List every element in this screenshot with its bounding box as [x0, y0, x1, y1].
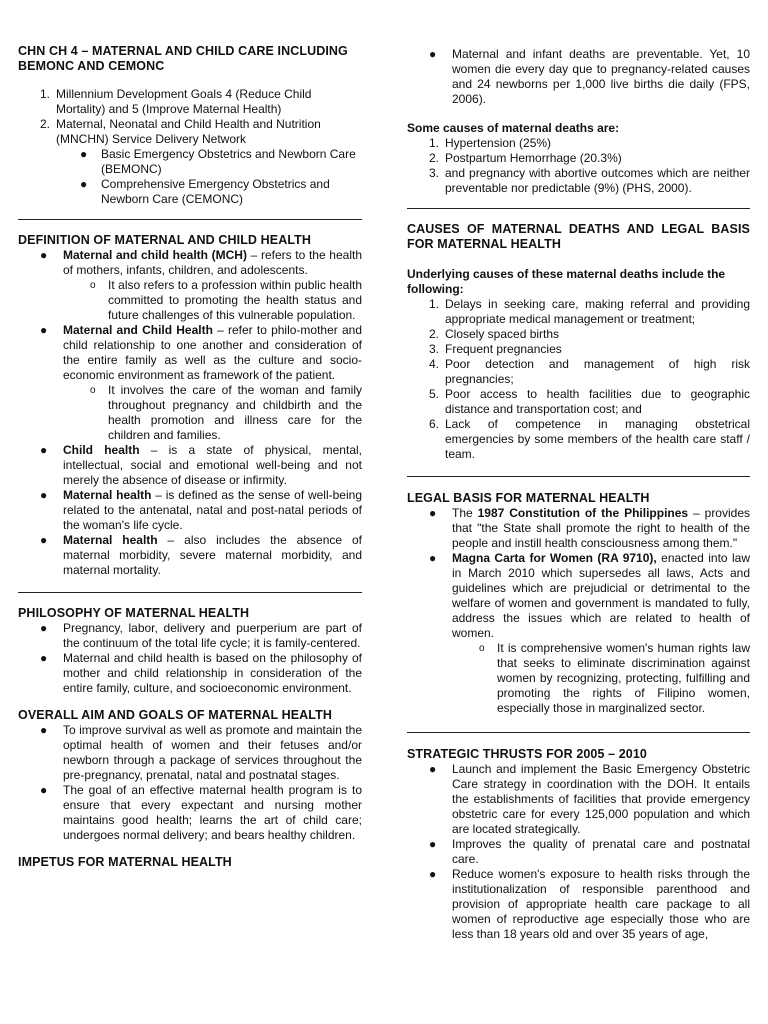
list-item: ● Launch and implement the Basic Emergency Obstetric Care strategy in coordination with the DOH. It entails the establishments of facilities that provide emergency obstetric care for every 125,000 population and which are located strategically.	[429, 762, 750, 836]
list-item: ● Child health – is a state of physical, mental, intellectual, social and emotional well-being and not merely the absence of disease or infirmity.	[40, 443, 362, 487]
list-item: 6. Lack of competence in managing obstetrical emergencies by some members of the health care staff / team.	[429, 417, 750, 461]
divider	[407, 208, 750, 209]
list-item: ● Maternal and infant deaths are preventable. Yet, 10 women die every day que to pregnancy-related causes and 24 newborns per 1,000 live births die daily (FPS, 2006).	[429, 47, 750, 106]
list-item: 2. Postpartum Hemorrhage (20.3%)	[429, 151, 622, 165]
list-item: 5. Poor access to health facilities due to geographic distance and transportation cost; and	[429, 387, 750, 416]
list-item: ● Basic Emergency Obstetrics and Newborn Care (BEMONC)	[80, 147, 356, 176]
section-heading-philosophy: PHILOSOPHY OF MATERNAL HEALTH	[18, 606, 250, 620]
list-item: ● To improve survival as well as promote and maintain the optimal health of women and their fetuses and/or newborn through a package of services throughout the pre-pregnancy, prenatal, natal and postnatal stages.	[40, 723, 362, 782]
intro-list	[18, 87, 362, 207]
list-item: ● Pregnancy, labor, delivery and puerperium are part of the continuum of the total life cycle; it is family-centered.	[40, 621, 362, 650]
definition-list	[18, 248, 362, 578]
section-heading-strategic: STRATEGIC THRUSTS FOR 2005 – 2010	[407, 747, 647, 761]
divider	[18, 219, 362, 220]
list-item: 1. Delays in seeking care, making referral and providing appropriate medical management or treatment;	[429, 297, 750, 326]
right-column	[407, 47, 750, 942]
list-item: ● Magna Carta for Women (RA 9710), enacted into law in March 2010 which supersedes all laws, Acts and guidelines which are prejudicial or detrimental to the welfare of women and government is mandated to fully, address the issues which are related to health of women. o It is comprehensive women's human rights law that seeks to eliminate discrimination against women by recognizing, protecting, fulfilling and promoting the rights of Filipino women, especially those in marginalized sector.	[407, 551, 750, 716]
causes-label: Some causes of maternal deaths are:	[407, 121, 620, 135]
list-item: ● The 1987 Constitution of the Philippines – provides that "the State shall promote the right to health of the people and instill health consciousness among them."	[429, 506, 750, 550]
divider	[18, 592, 362, 593]
section-heading-impetus: IMPETUS FOR MATERNAL HEALTH	[18, 855, 232, 869]
list-item: ● Maternal health – also includes the absence of maternal morbidity, severe maternal morbidity, and maternal mortality.	[40, 533, 362, 577]
list-item: 3. and pregnancy with abortive outcomes which are neither preventable nor predictable (9%) (PHS, 2000).	[429, 166, 750, 195]
list-item: 2. Maternal, Neonatal and Child Health and Nutrition (MNCHN) Service Delivery Network ● Basic Emergency Obstetrics and Newborn Care (BEMONC) ● Comprehensive Emergency Obstetrics and Newborn Care (CEMONC)	[18, 117, 362, 207]
section-heading-legal: LEGAL BASIS FOR MATERNAL HEALTH	[407, 491, 650, 505]
divider	[407, 476, 750, 477]
section-heading-definition: DEFINITION OF MATERNAL AND CHILD HEALTH	[18, 233, 311, 247]
causes-list	[407, 136, 750, 196]
list-item: 2. Closely spaced births	[429, 327, 560, 341]
aims-list	[18, 723, 362, 843]
list-item: ● Reduce women's exposure to health risks through the institutionalization of responsible parenthood and provision of appropriate health care package to all women of reproductive age especially those who are less than 18 years old and over 35 years of age,	[429, 867, 750, 941]
list-item: 4. Poor detection and management of high risk pregnancies;	[429, 357, 750, 386]
section-heading-aims: OVERALL AIM AND GOALS OF MATERNAL HEALTH	[18, 708, 332, 722]
underlying-list	[407, 297, 750, 462]
list-item: ● Maternal and child health is based on the philosophy of mother and child relationship in consideration of the entire family, culture, and socioeconomic environment.	[40, 651, 362, 695]
philosophy-list	[18, 621, 362, 696]
preventable-list	[407, 47, 750, 107]
legal-list	[407, 506, 750, 716]
list-item: ● The goal of an effective maternal health program is to ensure that every expectant and nursing mother maintains good health; learns the art of child care; undergoes normal delivery; and bears healthy children.	[40, 783, 362, 842]
list-item: ● Maternal and child health (MCH) – refers to the health of mothers, infants, children, and adolescents. o It also refers to a profession within public health committed to promoting the health status and future challenges of this vulnerable population.	[18, 248, 362, 323]
strategic-list	[407, 762, 750, 942]
list-item: ● Maternal and Child Health – refer to philo-mother and child relationship to one another and consideration of the entire family as well as the culture and socio-economic environment as framework of the patient. o It involves the care of the woman and family throughout pregnancy and childbirth and the health promotion and illness care for the children and families.	[18, 323, 362, 443]
intro-sublist	[56, 147, 362, 207]
list-item: ● Comprehensive Emergency Obstetrics and Newborn Care (CEMONC)	[80, 177, 330, 206]
list-item: 1. Hypertension (25%)	[429, 136, 552, 150]
left-column	[18, 44, 362, 870]
list-item: ● Improves the quality of prenatal care and postnatal care.	[429, 837, 750, 866]
list-item: o It is comprehensive women's human rights law that seeks to eliminate discrimination against women by recognizing, protecting, fulfilling and promoting the rights of Filipino women, especially those in marginalized sector.	[479, 641, 750, 715]
underlying-label: Underlying causes of these maternal deaths include the following:	[407, 267, 726, 296]
list-item: 1. Millennium Development Goals 4 (Reduce Child Mortality) and 5 (Improve Maternal Health)	[40, 87, 312, 116]
list-item: o It involves the care of the woman and family throughout pregnancy and childbirth and the health promotion and illness care for the children and families.	[90, 383, 362, 442]
divider	[407, 732, 750, 733]
list-item: ● Maternal health – is defined as the sense of well-being related to the antenatal, natal and post-natal periods of the woman's life cycle.	[40, 488, 362, 532]
list-item: o It also refers to a profession within public health committed to promoting the health status and future challenges of this vulnerable population.	[90, 278, 362, 322]
list-item: 3. Frequent pregnancies	[429, 342, 562, 356]
section-heading-causes-legal: CAUSES OF MATERNAL DEATHS AND LEGAL BASIS FOR MATERNAL HEALTH	[407, 222, 750, 251]
chapter-title: CHN CH 4 – MATERNAL AND CHILD CARE INCLUDING BEMONC AND CEMONC	[18, 44, 348, 73]
